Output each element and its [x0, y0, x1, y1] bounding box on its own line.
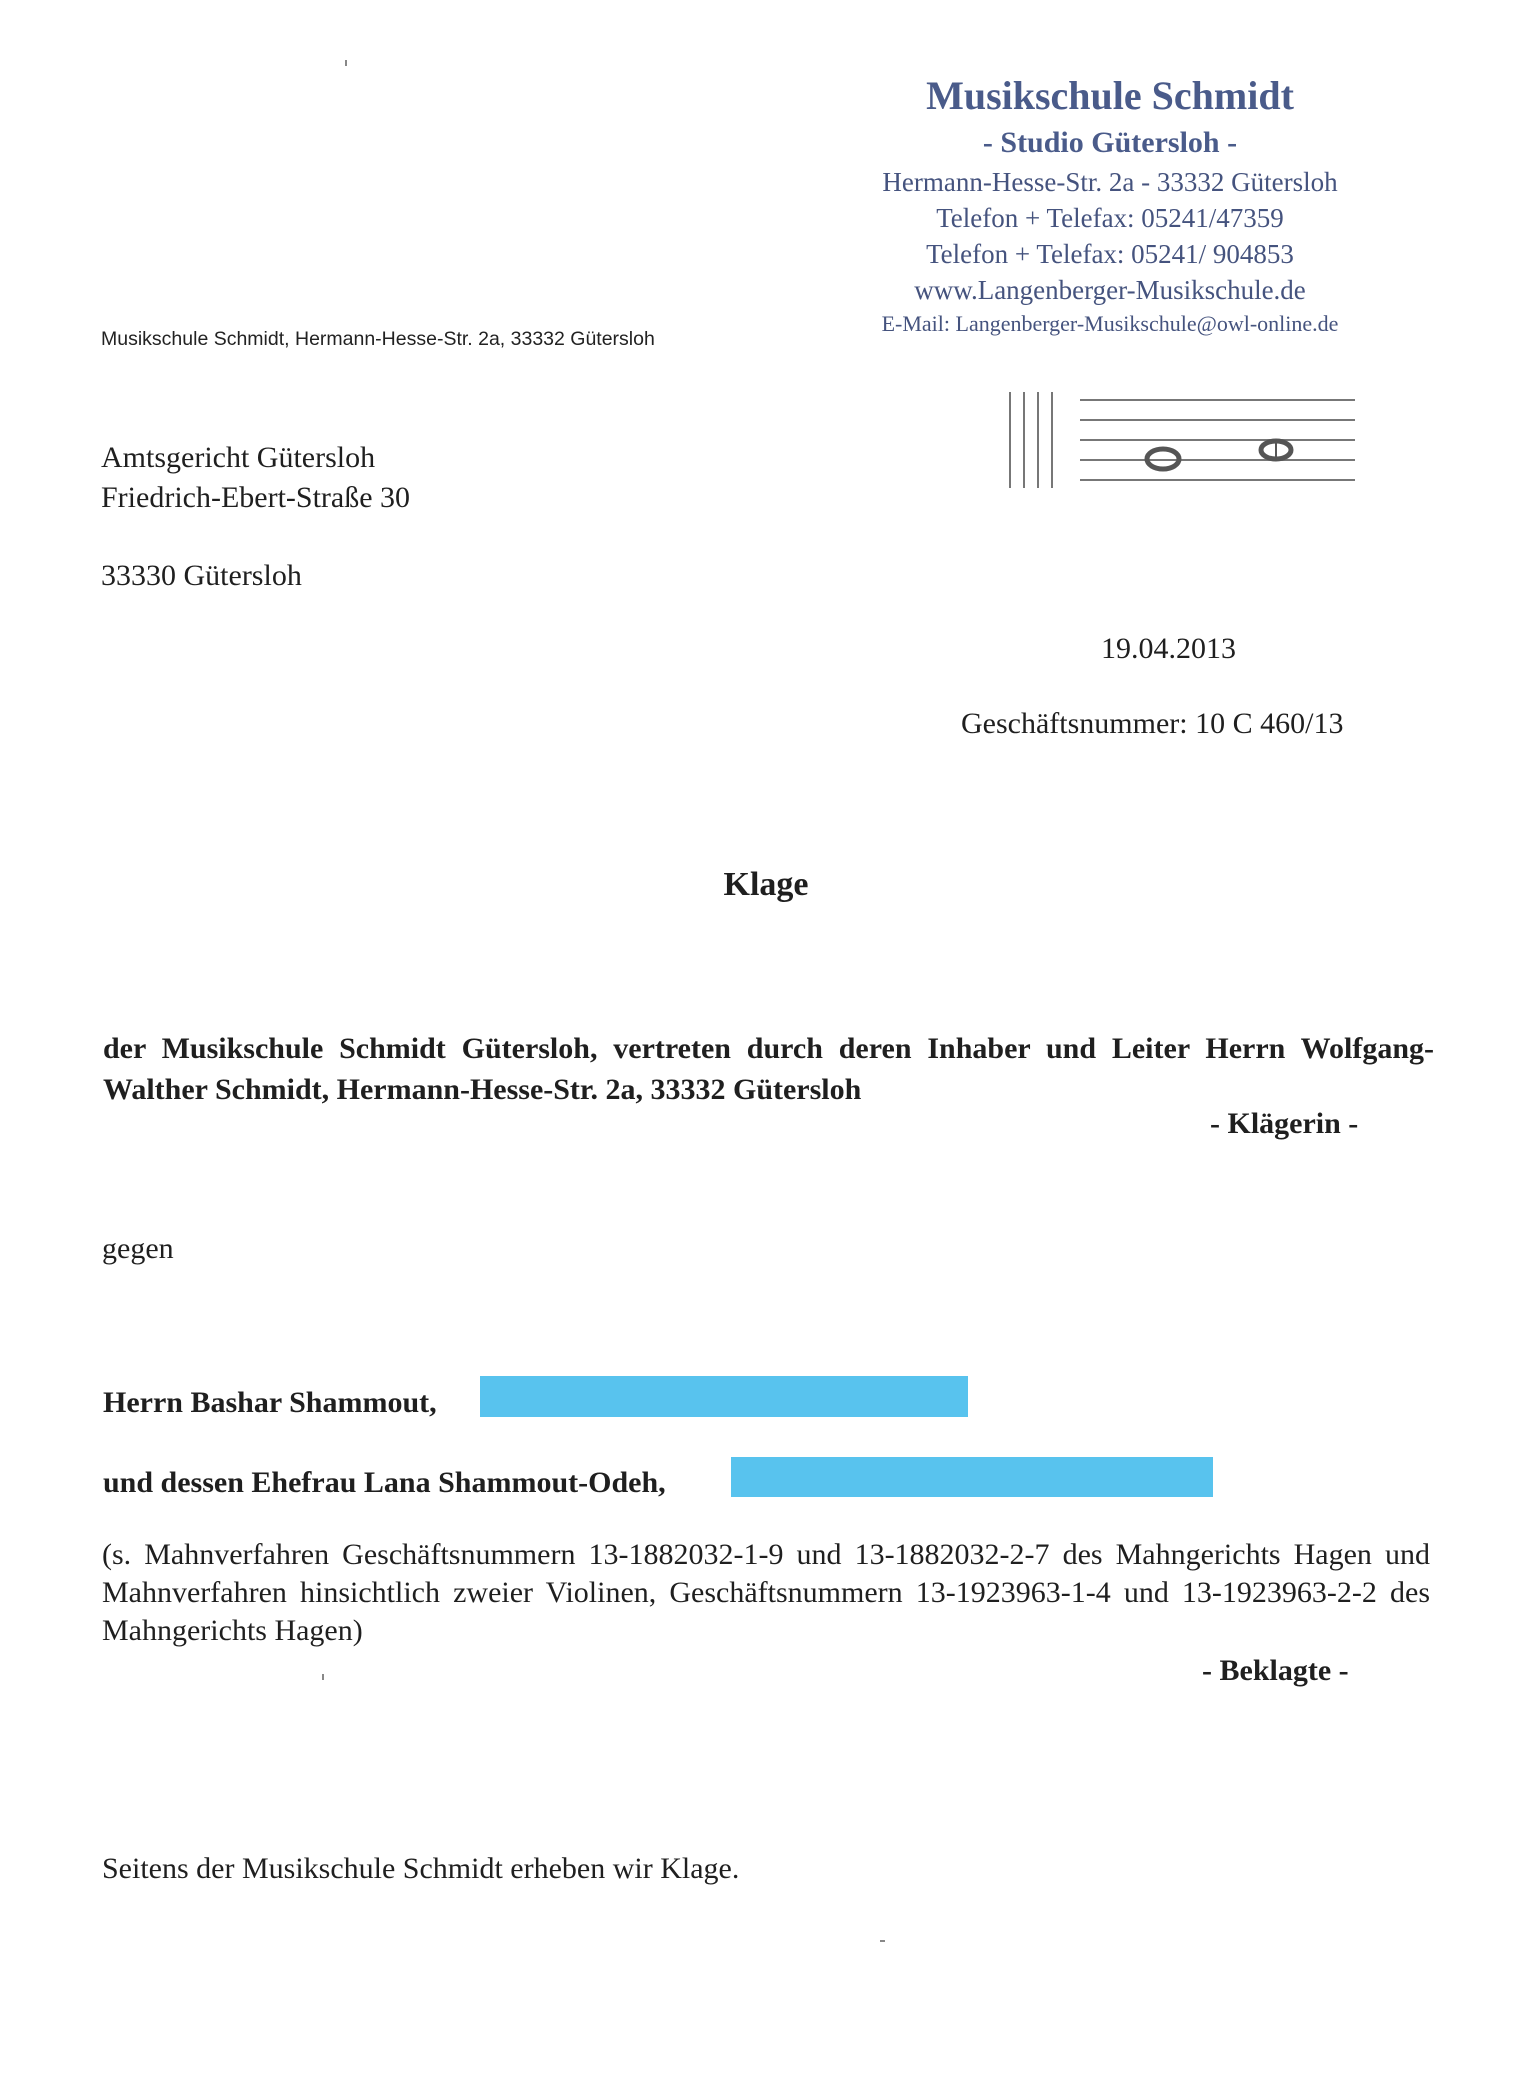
- letterhead: [880, 70, 1340, 340]
- defendant-1: Herrn Bashar Shammout,: [103, 1386, 437, 1419]
- recipient-address: [101, 438, 410, 518]
- letterhead-studio: - Studio Gütersloh -: [982, 126, 1238, 159]
- scan-speck: [880, 1940, 885, 1942]
- recipient-city: 33330 Gütersloh: [101, 559, 302, 592]
- scan-speck: [345, 60, 347, 66]
- letterhead-website: www.Langenberger-Musikschule.de: [914, 275, 1306, 305]
- plaintiff-paragraph: der Musikschule Schmidt Gütersloh, vertreten durch deren Inhaber und Leiter Herrn Wolfgang-Walther Schmidt, Hermann-Hesse-Str. 2a, 33332 Gütersloh: [103, 1032, 1434, 1106]
- defendant-role: - Beklagte -: [1202, 1654, 1349, 1687]
- letterhead-phone-1: Telefon + Telefax: 05241/47359: [936, 203, 1284, 233]
- letter-date: 19.04.2013: [1101, 632, 1236, 665]
- sender-line: Musikschule Schmidt, Hermann-Hesse-Str. 2a, 33332 Gütersloh: [101, 328, 655, 350]
- case-number: Geschäftsnummer: 10 C 460/13: [961, 707, 1344, 740]
- recipient-line-2: Friedrich-Ebert-Straße 30: [101, 481, 411, 514]
- recipient-line-1: Amtsgericht Gütersloh: [101, 441, 376, 474]
- defendant-2: und dessen Ehefrau Lana Shammout-Odeh,: [103, 1466, 666, 1499]
- versus-label: gegen: [102, 1232, 174, 1265]
- letterhead-email: E-Mail: Langenberger-Musikschule@owl-online.de: [881, 311, 1339, 336]
- proceedings-note: (s. Mahnverfahren Geschäftsnummern 13-1882032-1-9 und 13-1882032-2-7 des Mahngerichts Hagen und Mahnverfahren hinsichtlich zweier Violinen, Geschäftsnummern 13-1923963-1-4 und 13-1923963-2-2 des Mahngerichts Hagen): [102, 1538, 1430, 1647]
- redaction-bar-1: [480, 1376, 968, 1417]
- scan-speck: [322, 1674, 324, 1680]
- letterhead-address: Hermann-Hesse-Str. 2a - 33332 Gütersloh: [882, 167, 1338, 197]
- plaintiff-role: - Klägerin -: [1210, 1107, 1359, 1140]
- document-title: Klage: [723, 866, 809, 903]
- letterhead-phone-2: Telefon + Telefax: 05241/ 904853: [926, 239, 1294, 269]
- letterhead-school-name: Musikschule Schmidt: [926, 73, 1294, 118]
- music-staff-logo-icon: [1000, 388, 1360, 498]
- closing-sentence: Seitens der Musikschule Schmidt erheben wir Klage.: [102, 1852, 740, 1885]
- redaction-bar-2: [731, 1457, 1213, 1497]
